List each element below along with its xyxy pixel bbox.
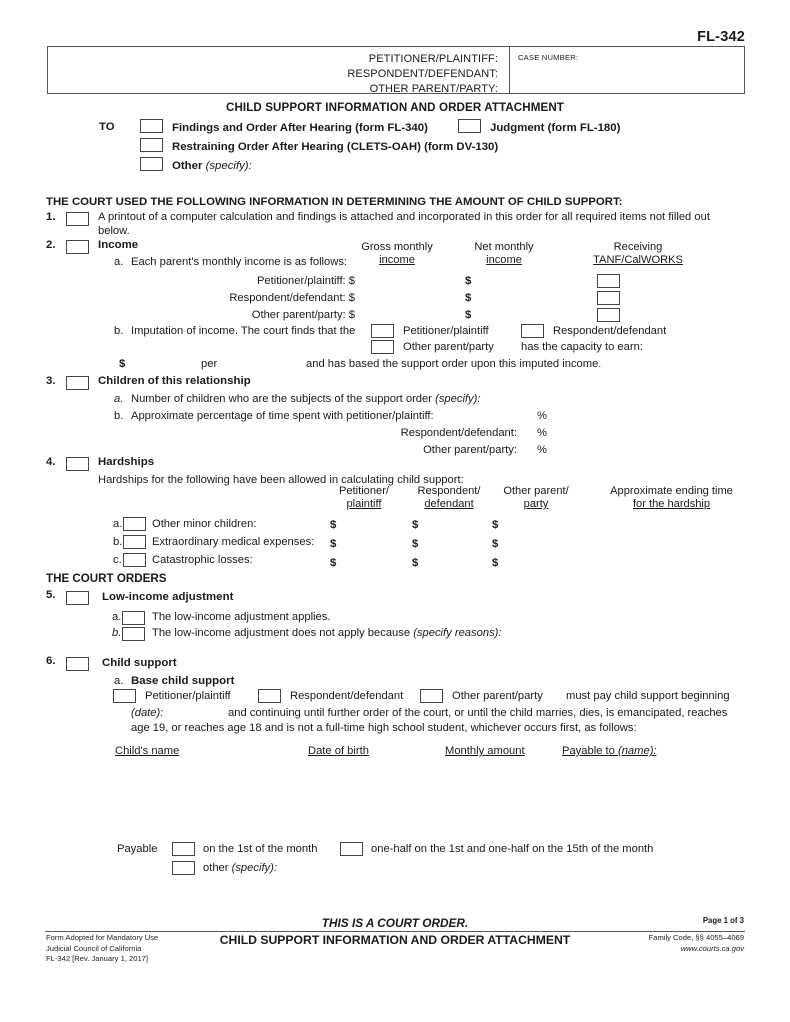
to-option-row-3 <box>140 157 252 172</box>
income-net-dollar-petitioner: $ <box>465 275 472 287</box>
item-2-heading: Income <box>98 239 139 251</box>
income-row-label-petitioner: Petitioner/plaintiff: $ <box>256 275 355 287</box>
column-header-hardship-respondent <box>404 485 494 511</box>
item-3b-text: Approximate percentage of time spent with petitioner/plaintiff: <box>131 410 434 422</box>
to-option-row-2 <box>140 138 498 153</box>
payable-to-main: Payable to <box>562 745 615 757</box>
item-5-number: 5. <box>46 589 56 601</box>
hardship-c-dollar-other-parent: $ <box>492 557 499 569</box>
hardship-respondent-line2: defendant <box>424 498 474 510</box>
imputation-label-petitioner: Petitioner/plaintiff <box>403 325 489 337</box>
checkbox-findings-order-after-hearing[interactable] <box>140 119 163 133</box>
checkbox-other-form[interactable] <box>140 157 163 171</box>
item-4b-label: b. <box>113 536 123 548</box>
column-header-hardship-other-parent <box>491 485 581 511</box>
tanf-line1: Receiving <box>613 241 663 253</box>
item-5-heading: Low-income adjustment <box>102 591 234 603</box>
item-6a-label: a. <box>114 675 124 687</box>
item-2-number: 2. <box>46 239 56 251</box>
item-2b-text: Imputation of income. The court finds that the <box>131 325 356 337</box>
case-number-label: CASE NUMBER: <box>518 53 579 62</box>
item-6-heading: Child support <box>102 657 177 669</box>
item-4b-text: Extraordinary medical expenses: <box>152 536 315 548</box>
form-number: FL-342 <box>697 29 745 45</box>
payable-other-main: other <box>203 862 229 874</box>
base-support-line-2: and continuing until further order of the court, or until the child marries, dies, is emancipated, reaches <box>228 707 728 719</box>
other-parent-party-label: OTHER PARENT/PARTY: <box>369 83 498 95</box>
item-3b-label: b. <box>114 410 124 422</box>
item-3a-specify: (specify): <box>435 393 481 405</box>
checkbox-imputation-respondent[interactable] <box>521 324 544 338</box>
item-3-heading: Children of this relationship <box>98 375 251 387</box>
hardship-petitioner-line1: Petitioner/ <box>339 485 389 497</box>
gross-monthly-line2: income <box>379 254 415 266</box>
item-4c-label: c. <box>113 554 122 566</box>
item-4-number: 4. <box>46 456 56 468</box>
footer-adopted-line: Form Adopted for Mandatory Use <box>46 933 159 942</box>
item-3b-row-respondent: Respondent/defendant: <box>400 427 517 439</box>
column-header-gross-monthly-income <box>342 241 452 267</box>
hardship-other-line1: Other parent/ <box>503 485 569 497</box>
checkbox-low-income-not-apply[interactable] <box>122 627 145 641</box>
to-option-label-other: Other <box>172 160 203 172</box>
column-header-payable-to <box>562 745 657 757</box>
base-support-label-petitioner: Petitioner/plaintiff <box>145 690 231 702</box>
base-support-line-3: age 19, or reaches age 18 and is not a full-time high school student, whichever occurs first, as follows: <box>131 722 637 734</box>
column-header-receiving-tanf <box>558 241 718 267</box>
footer-council-line: Judicial Council of California <box>46 943 142 953</box>
column-header-approximate-ending-time <box>589 485 754 511</box>
to-label: TO <box>99 121 115 133</box>
income-net-dollar-other-parent: $ <box>465 309 472 321</box>
checkbox-item-2-income[interactable] <box>66 240 89 254</box>
to-option-label-judgment: Judgment (form FL-180) <box>490 122 621 134</box>
item-6-number: 6. <box>46 655 56 667</box>
imputation-capacity-text: has the capacity to earn: <box>521 341 643 353</box>
checkbox-item-6-child-support[interactable] <box>66 657 89 671</box>
item-5a-label: a. <box>112 611 122 623</box>
hardship-a-dollar-other-parent: $ <box>492 519 499 531</box>
checkbox-low-income-applies[interactable] <box>122 611 145 625</box>
checkbox-hardship-catastrophic-losses[interactable] <box>123 553 146 567</box>
footer-website: www.courts.ca.gov <box>680 943 744 953</box>
column-header-childs-name: Child's name <box>115 745 180 757</box>
payable-option-first-of-month: on the 1st of the month <box>203 843 318 855</box>
checkbox-item-3-children[interactable] <box>66 376 89 390</box>
footer-divider <box>45 931 745 932</box>
income-row-label-other-parent: Other parent/party: $ <box>251 309 355 321</box>
hardship-c-dollar-respondent: $ <box>412 557 419 569</box>
item-4-intro: Hardships for the following have been allowed in calculating child support: <box>98 474 464 486</box>
page-count: Page 1 of 3 <box>702 916 744 925</box>
footer-revision-line: FL-342 [Rev. January 1, 2017] <box>46 954 149 963</box>
item-4c-text: Catastrophic losses: <box>152 554 253 566</box>
item-6a-heading: Base child support <box>131 675 235 687</box>
hardship-a-dollar-respondent: $ <box>412 519 419 531</box>
base-support-label-respondent: Respondent/defendant <box>290 690 404 702</box>
page-title: CHILD SUPPORT INFORMATION AND ORDER ATTACHMENT <box>225 101 564 114</box>
base-support-label-other-parent: Other parent/party <box>452 690 543 702</box>
hardship-a-dollar-petitioner: $ <box>330 519 337 531</box>
percent-other-parent: % <box>537 444 547 456</box>
payable-label: Payable <box>117 843 158 855</box>
checkbox-base-support-other-parent[interactable] <box>420 689 443 703</box>
checkbox-imputation-petitioner[interactable] <box>371 324 394 338</box>
imputed-income-tail-text: and has based the support order upon this imputed income. <box>306 358 602 370</box>
hardship-b-dollar-petitioner: $ <box>330 538 337 550</box>
checkbox-tanf-respondent[interactable] <box>597 291 620 305</box>
item-3b-row-other-parent: Other parent/party: <box>423 444 517 456</box>
item-2a-text: Each parent's monthly income is as follows: <box>131 256 348 268</box>
base-support-must-pay-text: must pay child support beginning <box>566 690 730 702</box>
checkbox-hardship-other-minor-children[interactable] <box>123 517 146 531</box>
column-header-net-monthly-income <box>452 241 556 267</box>
column-header-date-of-birth: Date of birth <box>308 745 369 757</box>
checkbox-payable-one-half[interactable] <box>340 842 363 856</box>
imputation-label-respondent: Respondent/defendant <box>553 325 667 337</box>
checkbox-item-4-hardships[interactable] <box>66 457 89 471</box>
caption-box <box>47 46 745 94</box>
item-2b-label: b. <box>114 325 124 337</box>
column-header-monthly-amount: Monthly amount <box>445 745 525 757</box>
item-4a-text: Other minor children: <box>152 518 257 530</box>
item-1-text-line-1: A printout of a computer calculation and findings is attached and incorporated in this order for all required items not filled out <box>98 211 710 223</box>
checkbox-item-1-printout[interactable] <box>66 212 89 226</box>
item-4a-label: a. <box>113 518 123 530</box>
item-3-number: 3. <box>46 375 56 387</box>
checkbox-base-support-respondent[interactable] <box>258 689 281 703</box>
imputed-income-dollar: $ <box>119 358 126 370</box>
payable-to-specify: (name): <box>617 745 657 757</box>
hardship-other-line2: party <box>523 498 549 510</box>
ending-time-line2: for the hardship <box>632 498 711 510</box>
imputed-income-per-label: per <box>201 358 218 370</box>
hardship-respondent-line1: Respondent/ <box>417 485 481 497</box>
income-row-label-respondent: Respondent/defendant: $ <box>229 292 355 304</box>
hardship-petitioner-line2: plaintiff <box>346 498 382 510</box>
hardship-b-dollar-respondent: $ <box>412 538 419 550</box>
checkbox-payable-first-of-month[interactable] <box>172 842 195 856</box>
net-monthly-line1: Net monthly <box>474 241 534 253</box>
payable-other-specify: (specify): <box>231 862 277 874</box>
payable-option-one-half: one-half on the 1st and one-half on the 15th of the month <box>371 843 654 855</box>
footer-right-block <box>649 933 744 954</box>
item-5b-text <box>152 627 502 639</box>
to-option-label-findings: Findings and Order After Hearing (form FL-340) <box>172 122 428 134</box>
ending-time-line1: Approximate ending time <box>610 485 733 497</box>
item-5b-label: b. <box>112 627 122 639</box>
to-option-label-restraining: Restraining Order After Hearing (CLETS-OAH) (form DV-130) <box>172 141 499 153</box>
footer-family-code: Family Code, §§ 4055–4069 <box>648 933 744 942</box>
checkbox-imputation-other-parent[interactable] <box>371 340 394 354</box>
item-3a-main: Number of children who are the subjects of the support order <box>131 393 432 405</box>
net-monthly-line2: income <box>486 254 522 266</box>
checkbox-payable-other[interactable] <box>172 861 195 875</box>
item-5a-text: The low-income adjustment applies. <box>152 611 331 623</box>
court-orders-heading: THE COURT ORDERS <box>46 572 167 585</box>
checkbox-item-5-low-income-adjustment[interactable] <box>66 591 89 605</box>
column-header-hardship-petitioner <box>322 485 406 511</box>
checkbox-hardship-extraordinary-medical[interactable] <box>123 535 146 549</box>
court-used-heading: THE COURT USED THE FOLLOWING INFORMATION IN DETERMINING THE AMOUNT OF CHILD SUPPORT: <box>46 196 623 208</box>
income-net-dollar-respondent: $ <box>465 292 472 304</box>
footer-court-order-text: THIS IS A COURT ORDER. <box>321 916 469 930</box>
percent-petitioner: % <box>537 410 547 422</box>
base-support-date-label: (date): <box>131 707 164 719</box>
tanf-line2: TANF/CalWORKS <box>593 254 683 266</box>
checkbox-judgment[interactable] <box>458 119 481 133</box>
item-1-number: 1. <box>46 211 56 223</box>
item-3a-label: a. <box>114 393 124 405</box>
item-2a-label: a. <box>114 256 124 268</box>
item-1-text-line-2: below. <box>98 225 130 237</box>
checkbox-base-support-petitioner[interactable] <box>113 689 136 703</box>
to-option-other-specify: (specify): <box>205 160 252 172</box>
item-5b-main: The low-income adjustment does not apply because <box>152 627 411 639</box>
checkbox-tanf-petitioner[interactable] <box>597 274 620 288</box>
item-4-heading: Hardships <box>98 456 155 468</box>
respondent-defendant-label: RESPONDENT/DEFENDANT: <box>347 68 498 80</box>
checkbox-restraining-order-after-hearing[interactable] <box>140 138 163 152</box>
footer-title: CHILD SUPPORT INFORMATION AND ORDER ATTACHMENT <box>219 933 571 947</box>
item-3a-text <box>131 393 480 405</box>
caption-divider <box>509 47 510 93</box>
hardship-c-dollar-petitioner: $ <box>330 557 337 569</box>
hardship-b-dollar-other-parent: $ <box>492 538 499 550</box>
item-5b-specify: (specify reasons): <box>413 627 502 639</box>
to-option-row-judgment <box>458 119 620 134</box>
imputation-label-other-parent: Other parent/party <box>403 341 494 353</box>
gross-monthly-line1: Gross monthly <box>361 241 433 253</box>
checkbox-tanf-other-parent[interactable] <box>597 308 620 322</box>
percent-respondent: % <box>537 427 547 439</box>
payable-option-other <box>203 862 277 874</box>
petitioner-plaintiff-label: PETITIONER/PLAINTIFF: <box>368 53 498 65</box>
to-option-row-1 <box>140 119 428 134</box>
